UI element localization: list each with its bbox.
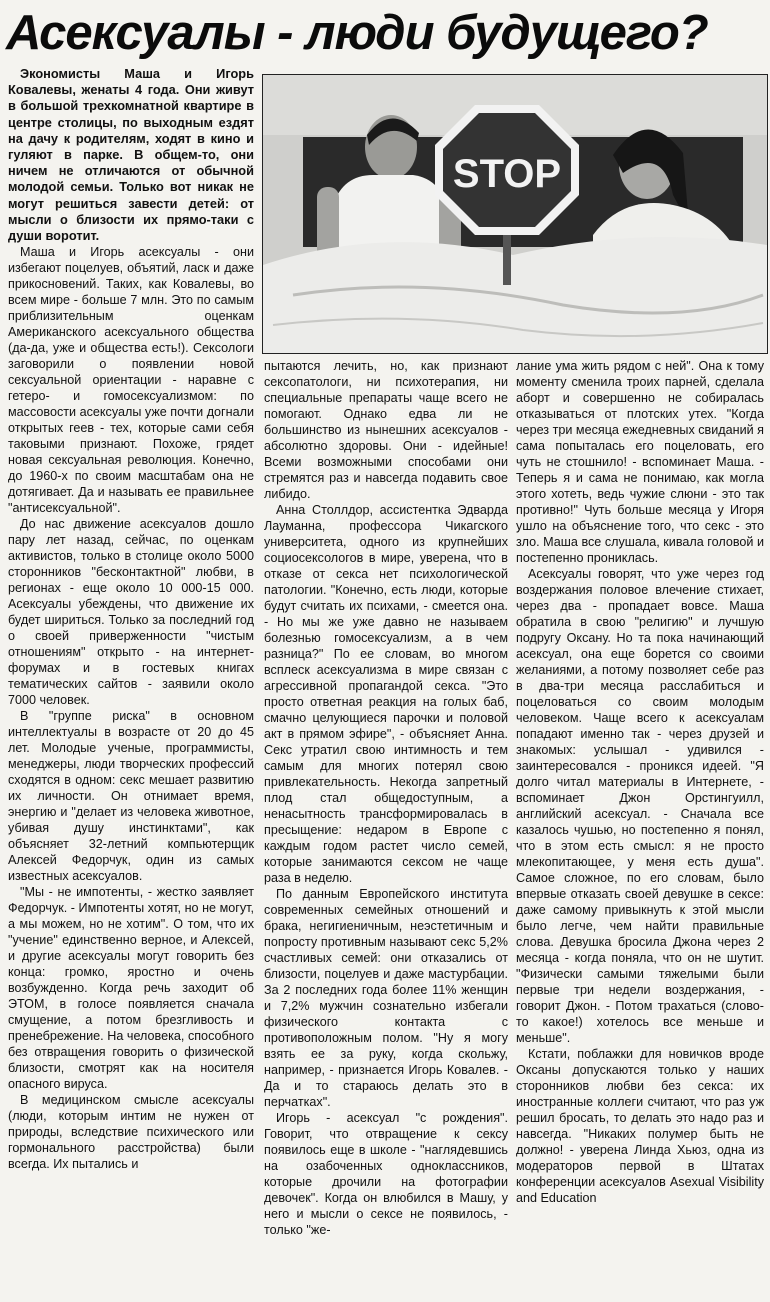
paragraph: До нас движение асексуалов дошло пару лет назад, сейчас, по оценкам активистов, только в столице около 5000 сторонников "бесконтактной" любви, в регионах - еще около 10 000-15 000. Асексуалы убеждены, что движение их будет шириться. Только за последний год о своей приверженности "чистым отношениям" открыто - на интернет-форумах и в гостевых книгах тематических сайтов - заявили около 7000 человек. xyxy=(8,517,254,708)
paragraph: пытаются лечить, но, как признают сексопатологи, ни психотерапия, ни специальные препараты чаще всего не помогают. Однако едва ли не большинство из нынешних асексуалов - абсолютно здоровы. Они - идейные! Всеми возможными способами они стремятся раз и навсегда подавить свое либидо. xyxy=(264,359,508,501)
paragraph: В медицинском смысле асексуалы (люди, которым интим не нужен от природы, вследствие психического или гормонального расстройства) были всегда. Их пытались и xyxy=(8,1093,254,1172)
column-3 xyxy=(516,358,764,1302)
paragraph: Маша и Игорь асексуалы - они избегают поцелуев, объятий, ласк и даже прикосновений. Таких, как Ковалевы, во всем мире - больше 7 млн. Это по самым приблизительным оценкам Американского асексуального общества (да-да, уже и общества есть!). Сексологи заговорили о появлении новой сексуальной ориентации - наравне с гетеро- и гомосексуализмом: по массовости асексуалы уже почти догнали открытых геев - тех, которые сами себя таковыми признают. Похоже, грядет новая сексуальная революция. Конечно, до 1960-х по своим масштабам она не дотягивает. Да и называть ее правильнее "антисексуальной". xyxy=(8,245,254,516)
article-photo xyxy=(262,74,768,354)
column-1 xyxy=(8,66,254,1302)
stop-sign-text: STOP xyxy=(452,152,562,196)
headline: Асексуалы - люди будущего? xyxy=(6,6,708,60)
column-2 xyxy=(264,358,508,1302)
paragraph: Кстати, поблажки для новичков вроде Оксаны допускаются только у наших сторонников любви без секса: их иностранные коллеги считают, что раз уж решил бросать, то делать это надо раз и навсегда. "Никаких полумер быть не должно! - уверена Линда Хьюз, одна из модераторов первой в Штатах конференции асексуалов Asexual Visibility and Education xyxy=(516,1047,764,1205)
photo-illustration xyxy=(263,75,767,353)
paragraph: Асексуалы говорят, что уже через год воздержания половое влечение стихает, через два - пропадает вовсе. Маша обратила в свою "религию" и лучшую подругу Оксану. Но та пока начинающий асексуал, она еще борется со своими желаниями, а потому позволяет себе раз в два-три месяца расслабиться и поцеловаться со своим молодым человеком. Чаще всего к асексуалам попадают именно так - через друзей и знакомых: услышал - удивился - заинтересовался - проникся идеей. "Я долго читал материалы в Интернете, - вспоминает Джон Орстингуилл, английский асексуал. - Сначала все казалось чушью, но постепенно я понял, что в этом есть смысл: я не просто млекопитающее, у меня есть душа". Самое сложное, по его словам, было впервые отказать своей девушке в сексе: даже самому привыкнуть к этой мысли было легче, чем найти правильные слова. Девушка бросила Джона через 2 месяца - когда поняла, что он не шутит. "Физически самыми тяжелыми были первые три недели воздержания, - говорит Джон. - Потом трахаться (слово-то какое!) хотелось все меньше и меньше". xyxy=(516,567,764,1045)
paragraph: По данным Европейского института современных семейных отношений и брака, негигиеничным, неэстетичным и попросту противным называют секс 5,2% счастливых семей: они отказались от близости, поцелуев и даже мастурбации. За 2 последних года более 11% женщин и 7,2% мужчин сознательно избегали физического контакта с противоположным полом. "Ну я могу взять ее за руку, когда скольжу, например, - признается Игорь Ковалев. - Да и то стараюсь делать это в перчатках". xyxy=(264,887,508,1109)
paragraph: "Мы - не импотенты, - жестко заявляет Федорчук. - Импотенты хотят, но не могут, а мы можем, но не хотим". О том, что их "учение" единственно верное, и Алексей, и другие асексуалы могут говорить без конца: громко, яростно и очень возбужденно. Когда речь заходит об ЭТОМ, в голосе появляется сначала смущение, а потом брезгливость и пренебрежение. На человека, способного без отвращения говорить о физической близости, смотрят как на носителя опасного вируса. xyxy=(8,885,254,1092)
paragraph: Анна Столлдор, ассистентка Эдварда Лауманна, профессора Чикагского университета, одного из крупнейших социосексологов в мире, уверена, что в отказе от секса нет психологической патологии. "Конечно, есть люди, которые будут считать их психами, - смеется она. - Но мы же уже давно не называем болезнью гомосексуализм, а в чем разница?" По ее словам, во многом всплеск асексуализма в мире связан с агрессивной пропагандой секса. "Это просто ответная реакция на голых баб, смачно целующиеся парочки и половой акт в прямом эфире", - объясняет Анна. Секс утратил свою интимность и тем самым для многих потерял свою привлекательность. Некогда запретный плод стал общедоступным, а ненасытность трансформировалась в пресыщение: недаром в Европе с каждым годом растет число семей, которые занимаются сексом не чаще раза в неделю. xyxy=(264,503,508,885)
lead-paragraph: Экономисты Маша и Игорь Ковалевы, женаты 4 года. Они живут в большой трехкомнатной квартире в центре столицы, по выходным ездят на дачу к родителям, ходят в кино и гуляют в парке. В общем-то, они ничем не отличаются от обычной молодой семьи. Только вот никак не могут решиться завести детей: от мысли о близости их прямо-таки с души воротит. xyxy=(8,66,254,244)
paragraph: лание ума жить рядом с ней". Она к тому моменту сменила троих парней, сделала аборт и совершенно не собиралась отказываться от плотских утех. "Когда через три месяца ежедневных свиданий я сама попыталась его поцеловать, его чуть не стошнило! - вспоминает Маша. - Теперь я и сама не понимаю, как могла этого хотеть, ведь чужие слюни - это так противно!" Чуть больше месяца у Игоря ушло на объяснение того, что секс - это зло. Маша все слушала, кивала головой и постепенно прониклась. xyxy=(516,359,764,565)
paragraph: В "группе риска" в основном интеллектуалы в возрасте от 20 до 45 лет. Молодые ученые, программисты, менеджеры, люди творческих профессий сходятся в одном: секс мешает развитию их личности. Он отнимает время, энергию и "делает из человека животное, убивая душу инстинктами", как объясняет 32-летний компьютерщик Алексей Федорчук, один из самых известных асексуалов. xyxy=(8,709,254,884)
paragraph: Игорь - асексуал "с рождения". Говорит, что отвращение к сексу появилось еще в школе - "наглядевшись на озабоченных одноклассников, которые дрочили на фотографии девочек". Когда он влюбился в Машу, у него и мысли о сексе не появилось, - только "же- xyxy=(264,1111,508,1237)
